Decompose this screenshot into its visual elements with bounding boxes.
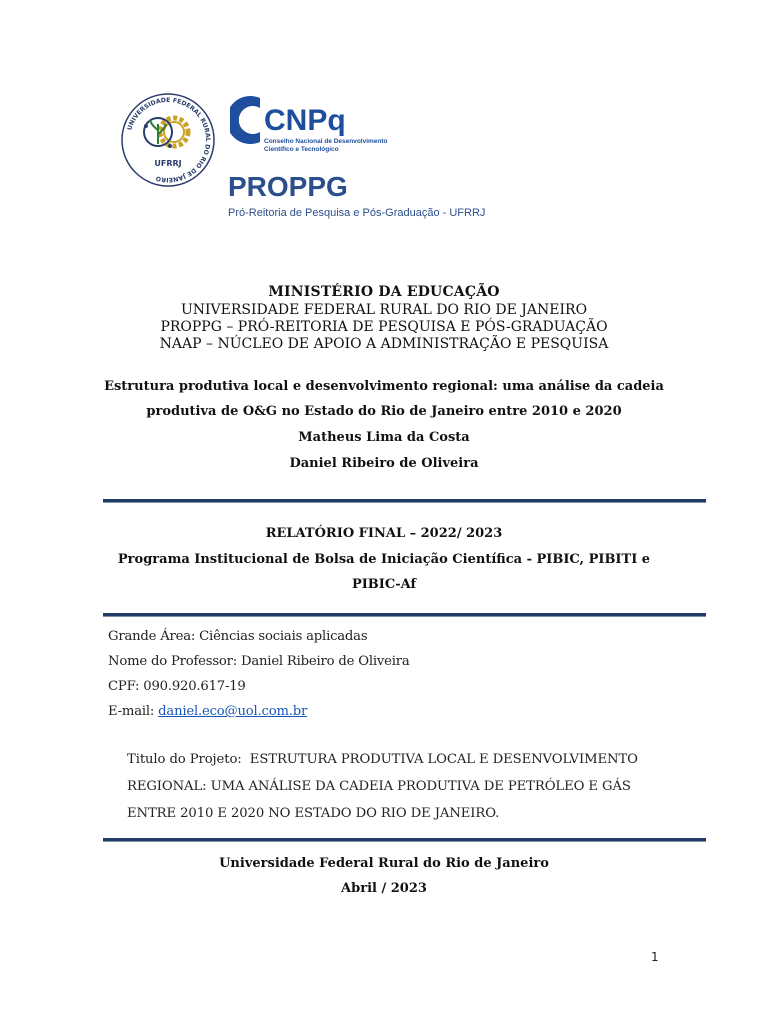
author-2: Daniel Ribeiro de Oliveira [289, 456, 479, 471]
program-line-1: Programa Institucional de Bolsa de Iniciação Científica - PIBIC, PIBITI e [117, 552, 651, 567]
program-line-2: PIBIC-Af [351, 577, 417, 592]
cnpq-name: CNPq [264, 104, 346, 137]
email-label: E-mail: [108, 704, 159, 719]
divider-1 [103, 499, 706, 503]
info-area: Grande Área: Ciências sociais aplicadas [108, 629, 368, 644]
cnpq-logo [230, 92, 390, 154]
cnpq-mark-icon [230, 92, 390, 154]
divider-2 [103, 613, 706, 617]
project-title-line-3: ENTRE 2010 E 2020 NO ESTADO DO RIO DE JANEIRO. [127, 806, 500, 821]
proppg-name: PROPPG [228, 171, 348, 202]
footer-date: Abril / 2023 [341, 881, 427, 896]
proppg-logo [226, 168, 526, 224]
ufrrj-seal-icon [118, 90, 218, 190]
project-title-line-2: REGIONAL: UMA ANÁLISE DA CADEIA PRODUTIVA DE PETRÓLEO E GÁS [127, 779, 631, 794]
info-professor: Nome do Professor: Daniel Ribeiro de Oliveira [108, 654, 410, 669]
cnpq-subtitle-2: Científico e Tecnológico [264, 146, 339, 153]
page-number: 1 [651, 950, 659, 964]
work-title-line-1: Estrutura produtiva local e desenvolvimento regional: uma análise da cadeia [104, 379, 664, 394]
divider-3 [103, 838, 706, 842]
university-heading: UNIVERSIDADE FEDERAL RURAL DO RIO DE JANEIRO [180, 302, 588, 318]
footer-university: Universidade Federal Rural do Rio de Janeiro [219, 856, 549, 871]
report-title: RELATÓRIO FINAL – 2022/ 2023 [265, 526, 503, 541]
ministry-heading: MINISTÉRIO DA EDUCAÇÃO [268, 284, 500, 300]
email-link[interactable]: daniel.eco@uol.com.br [158, 704, 308, 719]
info-cpf: CPF: 090.920.617-19 [108, 679, 246, 694]
naap-heading: NAAP – NÚCLEO DE APOIO A ADMINISTRAÇÃO E PESQUISA [159, 336, 609, 352]
proppg-subtitle: Pró-Reitoria de Pesquisa e Pós-Graduação - UFRRJ [228, 207, 486, 219]
ufrrj-abbr: UFRRJ [154, 159, 182, 168]
proppg-heading: PROPPG – PRÓ-REITORIA DE PESQUISA E PÓS-GRADUAÇÃO [160, 319, 608, 335]
ufrrj-ring-text: UNIVERSIDADE FEDERAL RURAL DO RIO DE JANEIRO [126, 96, 212, 184]
proppg-mark-icon [226, 168, 526, 224]
info-email [108, 704, 307, 719]
cnpq-subtitle-1: Conselho Nacional de Desenvolvimento [264, 138, 388, 145]
author-1: Matheus Lima da Costa [298, 430, 470, 445]
project-title-line-1: Titulo do Projeto: ESTRUTURA PRODUTIVA LOCAL E DESENVOLVIMENTO [127, 752, 638, 767]
ufrrj-logo [118, 90, 218, 190]
work-title-line-2: produtiva de O&G no Estado do Rio de Janeiro entre 2010 e 2020 [146, 404, 622, 419]
